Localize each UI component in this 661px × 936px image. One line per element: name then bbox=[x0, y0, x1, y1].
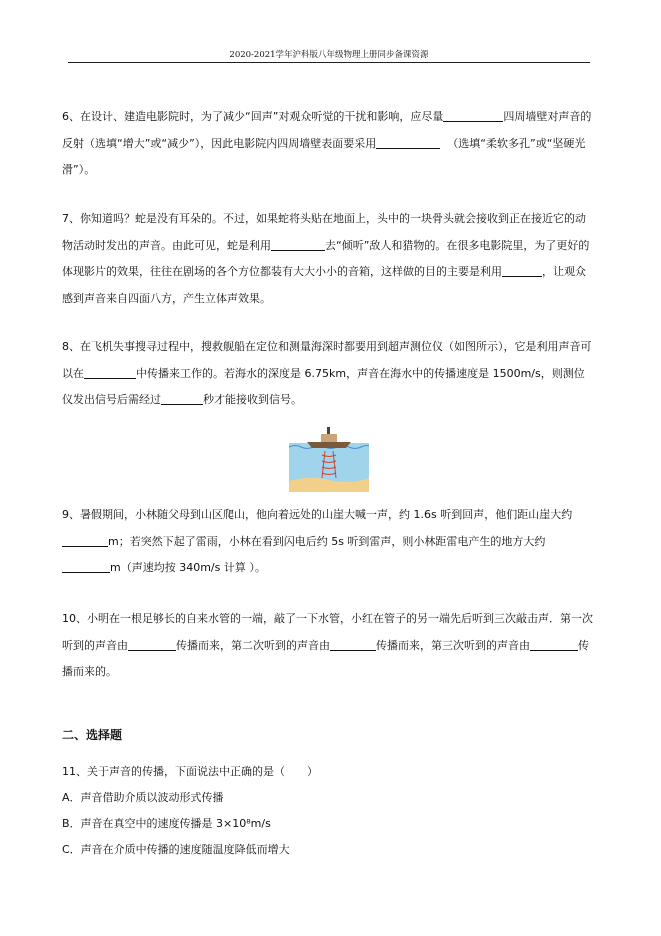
q8-text-b: 中传播来工作的。若海水的深度是 6.75km，声音在海水中的传播速度是 1500m/s，则测位仪发出信号后需经过 bbox=[62, 366, 585, 406]
page-header: 2020-2021学年沪科版八年级物理上册同步备课资源 bbox=[68, 50, 590, 63]
q9-blank-2 bbox=[62, 560, 110, 573]
question-6 bbox=[62, 104, 594, 184]
q6-text-c: （选填“柔软多孔”或“坚硬光滑”）。 bbox=[62, 136, 586, 176]
q7-blank-1 bbox=[271, 238, 325, 251]
q6-blank-2 bbox=[376, 136, 440, 149]
ship-mast bbox=[327, 427, 330, 434]
ship-sonar-figure bbox=[289, 423, 369, 492]
q10-text-c: 传播而来，第三次听到的声音由 bbox=[376, 638, 530, 652]
q7-text-b: 去“倾听”敌人和猎物的。在很多电影院里，为了更好的体现影片的效果，往往在剧场的各个方位都装有大大小小的音箱，这样做的目的主要是利用 bbox=[62, 238, 590, 278]
q8-text-a: 8、在飞机失事搜寻过程中，搜救舰船在定位和测量海深时都要用到超声测位仪（如图所示），它是利用声音可以在 bbox=[62, 340, 592, 380]
q11-option-c[interactable]: C．声音在介质中传播的速度随温度降低而增大 bbox=[62, 843, 290, 856]
q10-blank-3 bbox=[530, 638, 578, 651]
q10-text-b: 传播而来，第二次听到的声音由 bbox=[176, 638, 330, 652]
question-10 bbox=[62, 606, 594, 686]
q11-option-b[interactable]: B．声音在真空中的速度传播是 3×10⁸m/s bbox=[62, 817, 271, 830]
q7-blank-2 bbox=[502, 264, 542, 277]
question-8 bbox=[62, 334, 594, 414]
question-7 bbox=[62, 206, 594, 312]
q8-blank-2 bbox=[161, 392, 203, 405]
q10-blank-2 bbox=[330, 638, 376, 651]
q6-blank-1 bbox=[443, 109, 503, 122]
q6-text-a: 6、在设计、建造电影院时，为了减少“回声”对观众听觉的干扰和影响，应尽量 bbox=[62, 110, 444, 123]
q7-text-c: ，让观众感到声音来自四面八方，产生立体声效果。 bbox=[62, 265, 586, 305]
q9-text-b: m；若突然下起了雷雨，小林在看到闪电后约 5s 听到雷声，则小林距雷电产生的地方大约 bbox=[108, 534, 546, 548]
question-11 bbox=[62, 759, 318, 863]
ship-hull bbox=[307, 442, 351, 448]
q9-blank-1 bbox=[62, 534, 108, 547]
q10-text-a: 10、小明在一根足够长的自来水管的一端，敲了一下水管，小红在管子的另一端先后听到三次敲击声．第一次听到的声音由 bbox=[62, 612, 593, 652]
q9-text-c: m（声速均按 340m/s 计算 ）。 bbox=[110, 561, 266, 574]
q8-text-c: 秒才能接收到信号。 bbox=[203, 393, 302, 406]
question-9 bbox=[62, 502, 594, 582]
section-title: 二、选择题 bbox=[62, 728, 123, 742]
q10-text-d: 传播而来的。 bbox=[62, 638, 589, 678]
q10-blank-1 bbox=[128, 638, 176, 651]
q7-text-a: 7、你知道吗？蛇是没有耳朵的。不过，如果蛇将头贴在地面上，头中的一块骨头就会接收到正在接近它的动物活动时发出的声音。由此可见，蛇是利用 bbox=[62, 212, 586, 252]
ship-cabin bbox=[321, 434, 337, 442]
q11-option-a[interactable]: A．声音借助介质以波动形式传播 bbox=[62, 791, 224, 804]
q8-blank-1 bbox=[84, 366, 136, 379]
q11-stem: 11、关于声音的传播，下面说法中正确的是（ ） bbox=[62, 765, 318, 778]
q9-text-a: 9、暑假期间，小林随父母到山区爬山，他向着远处的山崖大喊一声，约 1.6s 听到回声，他们距山崖大约 bbox=[62, 508, 573, 521]
q6-text-b: 四周墙壁对声音的反射（选填“增大”或“减少”），因此电影院内四周墙壁表面要采用 bbox=[62, 110, 592, 150]
